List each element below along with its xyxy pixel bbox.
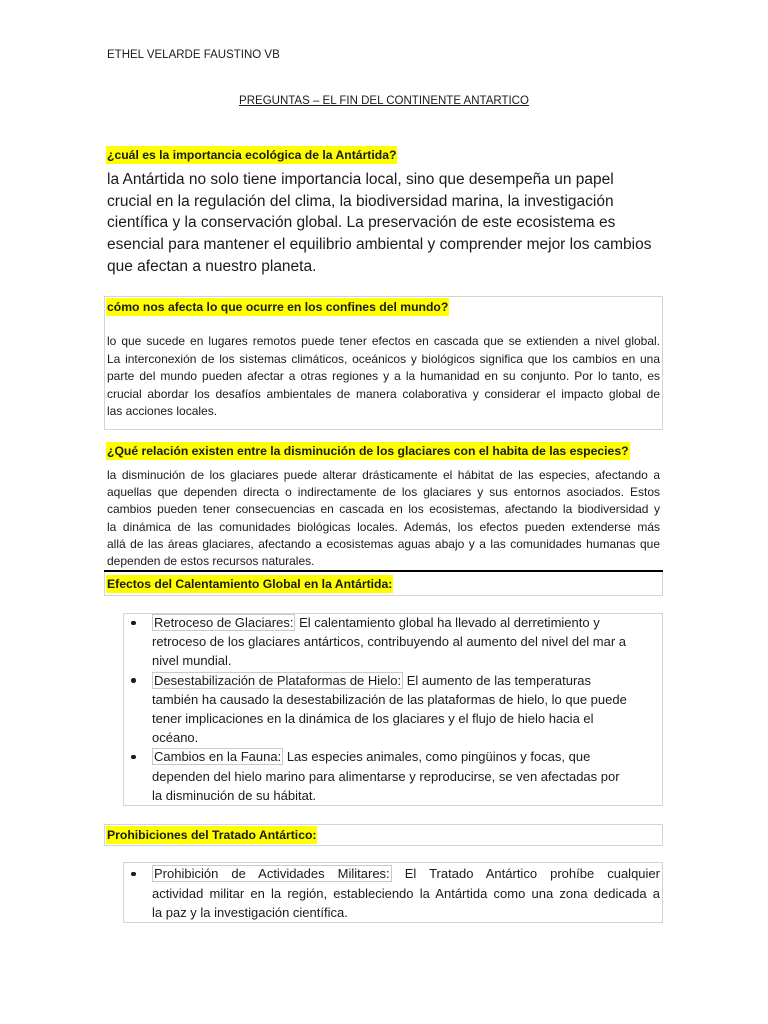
question-3-heading: ¿Qué relación existen entre la disminución de los glaciares con el habita de las especies? [107,444,629,458]
question-2-heading: cómo nos afecta lo que ocurre en los confines del mundo? [107,300,449,314]
answer-line: dependen de estos recursos naturales. [107,553,315,568]
author-name: ETHEL VELARDE FAUSTINO VB [107,49,280,61]
question-1-answer [107,169,652,278]
item-text: retroceso de los glaciares antárticos, contribuyendo al aumento del nivel del mar a [152,634,627,650]
question-3-heading-row [106,442,630,460]
question-1-heading: ¿cuál es la importancia ecológica de la Antártida? [107,148,397,162]
list-item [123,613,663,671]
item-text: El calentamiento global ha llevado al derretimiento y [299,615,600,630]
item-label: Desestabilización de Plataformas de Hielo: [154,672,402,688]
item-text: Las especies animales, como pingüinos y focas, que [286,749,591,765]
answer-line: esencial para mantener el equilibrio ambiental y comprender mejor los cambios [107,236,652,254]
answer-line: las acciones locales. [107,404,218,418]
bullet-icon [131,872,136,877]
question-1-heading-row [106,146,397,164]
treaty-heading-row [106,826,317,844]
answer-line: que afectan a nuestro planeta. [107,257,317,275]
list-item [123,747,663,805]
answer-line: crucial abordar los desafíos ambientales de manera colaborativa y considerar el impacto global de [107,386,660,401]
item-text: la paz y la investigación científica. [152,905,348,920]
item-text: El aumento de las temperaturas [406,672,592,688]
answer-line: lo que sucede en lugares remotos puede tener efectos en cascada que se extienden a nivel global. [107,334,660,348]
item-text: actividad militar en la región, estableciendo la Antártida como una zona dedicada a [152,885,660,901]
answer-line: la disminución de los glaciares puede alterar drásticamente el hábitat de las especies, afectando a [107,468,660,482]
question-3-answer [107,467,660,570]
list-item [123,864,663,923]
answer-line: crucial en la regulación del clima, la biodiversidad marina, la investigación [107,192,614,210]
item-text: tener implicaciones en la dinámica de los glaciares y el flujo de hielo hacia el [152,711,594,727]
question-2-answer [107,333,660,421]
page-title-row [0,93,768,109]
answer-line: la Antártida no solo tiene importancia local, sino que desempeña un papel [107,171,614,188]
bullet-icon [131,621,136,626]
item-line [152,613,663,632]
item-label: Retroceso de Glaciares: [154,615,294,630]
answer-line: la dinámica de las comunidades biológicas locales. Además, los efectos pueden extenderse más [107,519,660,534]
page-title: PREGUNTAS – EL FIN DEL CONTINENTE ANTARTICO [239,95,529,107]
answer-line: cambios pueden tener consecuencias en cascada en los ecosistemas, afectando la biodiversidad y [107,502,660,517]
treaty-list [123,864,663,923]
treaty-heading: Prohibiciones del Tratado Antártico: [107,828,317,842]
item-label: Cambios en la Fauna: [154,749,282,765]
list-item [123,671,663,748]
item-text: la disminución de su hábitat. [152,787,317,803]
item-text: nivel mundial. [152,653,232,669]
answer-line: parte del mundo pueden afectar a otras regiones y a la humanidad en su conjunto. Por lo tanto, es [107,369,660,383]
item-line [152,747,663,766]
answer-line: allá de las áreas glaciares, afectando a ecosistemas aguas abajo y a las comunidades humanas que [107,536,660,551]
item-text: El Tratado Antártico prohíbe cualquier [404,866,660,881]
answer-line: La interconexión de los sistemas climáticos, oceánicos y biológicos significa que los cambios en una [107,351,660,366]
item-text: dependen del hielo marino para alimentarse y reproducirse, se ven afectadas por [152,768,620,784]
answer-line: científica y la conservación global. La preservación de este ecosistema es [107,214,616,232]
item-label: Prohibición de Actividades Militares: [154,866,390,881]
effects-heading: Efectos del Calentamiento Global en la Antártida: [107,577,393,591]
question-2-heading-row [106,298,449,316]
item-line [152,671,663,690]
item-text: océano. [152,730,199,746]
effects-list [123,613,663,805]
item-line [152,864,660,884]
answer-line: aquellas que dependen directa o indirectamente de los glaciares y sus entornos asociados. Estos [107,485,660,500]
bullet-icon [131,755,136,760]
effects-heading-row [106,575,393,593]
item-text: también ha causado la desestabilización de las plataformas de hielo, lo que puede [152,691,627,707]
bullet-icon [131,678,136,683]
